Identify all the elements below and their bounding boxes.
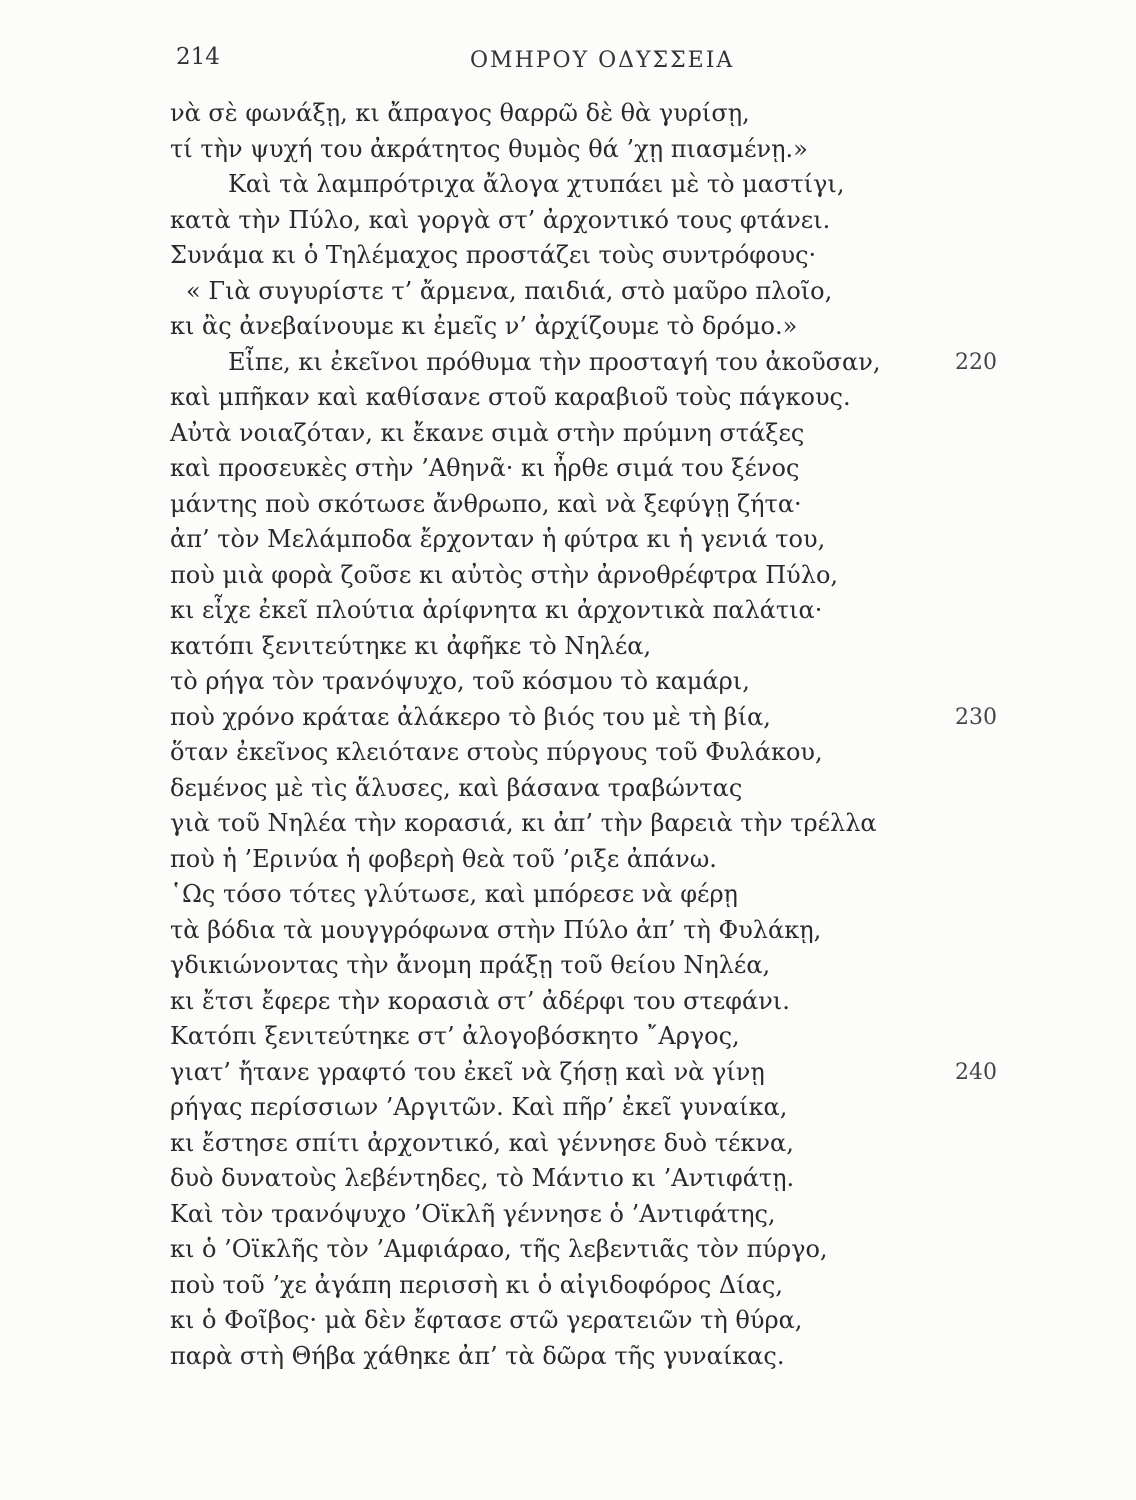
verse-line-text: μάντης ποὺ σκότωσε ἄνθρωπο, καὶ νὰ ξεφύγῃ ζήτα· <box>170 489 802 518</box>
verse-line-text: « Γιὰ συγυρίστε τ’ ἄρμενα, παιδιά, στὸ μαῦρο πλοῖο, <box>186 276 833 305</box>
verse-line <box>0 877 1136 913</box>
verse-line <box>0 1339 1136 1375</box>
verse-line <box>0 558 1136 594</box>
line-number: 240 <box>955 1059 997 1085</box>
verse-line <box>0 842 1136 878</box>
verse-line <box>0 984 1136 1020</box>
verse-line-text: Καὶ τὰ λαμπρότριχα ἄλογα χτυπάει μὲ τὸ μαστίγι, <box>228 170 845 198</box>
verse-line-text: δυὸ δυνατοὺς λεβέντηδες, τὸ Μάντιο κι ’Αντιφάτῃ. <box>170 1164 795 1192</box>
verse-line-text: Εἶπε, κι ἐκεῖνοι πρόθυμα τὴν προσταγή του ἀκοῦσαν, <box>228 347 881 376</box>
verse-line <box>0 1019 1136 1055</box>
verse-line-text: καὶ μπῆκαν καὶ καθίσανε στοῦ καραβιοῦ τοὺς πάγκους. <box>170 383 851 411</box>
verse-line <box>0 664 1136 700</box>
verse-line-text: γιατ’ ἤτανε γραφτό του ἐκεῖ νὰ ζήσῃ καὶ νὰ γίνῃ <box>170 1057 765 1086</box>
verse-line <box>0 1055 1136 1091</box>
verse-line-text: κι ἔστησε σπίτι ἀρχοντικό, καὶ γέννησε δυὸ τέκνα, <box>170 1128 794 1157</box>
verse-line-text: Κατόπι ξενιτεύτηκε στ’ ἀλογοβόσκητο ῎Αργος, <box>170 1022 740 1050</box>
verse-line <box>0 1197 1136 1233</box>
verse-line <box>0 451 1136 487</box>
verse-line <box>0 771 1136 807</box>
verse-line <box>0 1161 1136 1197</box>
verse-line-text: τὸ ρήγα τὸν τρανόψυχο, τοῦ κόσμου τὸ καμάρι, <box>170 667 750 695</box>
verse-line <box>0 416 1136 452</box>
verse-line-text: ρήγας περίσσιων ’Αργιτῶν. Καὶ πῆρ’ ἐκεῖ γυναίκα, <box>170 1093 788 1121</box>
verse-line-text: δεμένος μὲ τὶς ἅλυσες, καὶ βάσανα τραβώντας <box>170 773 743 802</box>
verse-line-text: κατὰ τὴν Πύλο, καὶ γοργὰ στ’ ἀρχοντικό τους φτάνει. <box>170 205 831 234</box>
verse-line-text: Αὐτὰ νοιαζόταν, κι ἔκανε σιμὰ στὴν πρύμνη στάξες <box>170 418 805 447</box>
verse-line <box>0 806 1136 842</box>
verse-line-text: νὰ σὲ φωνάξῃ, κι ἄπραγος θαρρῶ δὲ θὰ γυρίσῃ, <box>170 99 750 127</box>
verse-line <box>0 309 1136 345</box>
verse-line-text: ποὺ χρόνο κράταε ἀλάκερο τὸ βιός του μὲ τὴ βία, <box>170 702 771 731</box>
verse-line <box>0 1232 1136 1268</box>
verse-line-text: κι ἂς ἀνεβαίνουμε κι ἐμεῖς ν’ ἀρχίζουμε τὸ δρόμο.» <box>170 312 798 340</box>
verse-line-text: κι ὁ ’Οϊκλῆς τὸν ’Αμφιάραο, τῆς λεβεντιᾶς τὸν πύργο, <box>170 1235 828 1263</box>
verse-line-text: ῾Ως τόσο τότες γλύτωσε, καὶ μπόρεσε νὰ φέρῃ <box>170 880 738 908</box>
verse-line-text: γιὰ τοῦ Νηλέα τὴν κορασιά, κι ἀπ’ τὴν βαρειὰ τὴν τρέλλα <box>170 809 877 837</box>
verse-line-text: κι ὁ Φοῖβος· μὰ δὲν ἔφτασε στῶ γερατειῶν τὴ θύρα, <box>170 1306 803 1334</box>
verse-line <box>0 913 1136 949</box>
page-header <box>0 44 1136 84</box>
verse-line-text: κατόπι ξενιτεύτηκε κι ἀφῆκε τὸ Νηλέα, <box>170 631 652 660</box>
verse-line-text: ποὺ ἡ ’Ερινύα ἡ φοβερὴ θεὰ τοῦ ’ριξε ἀπάνω. <box>170 844 717 873</box>
verse-line-text: καὶ προσευκὲς στὴν ’Αθηνᾶ· κι ἦρθε σιμά του ξένος <box>170 454 800 482</box>
verse-line <box>0 1090 1136 1126</box>
verse-line <box>0 735 1136 771</box>
page-number: 214 <box>176 44 220 70</box>
verse-line <box>0 96 1136 132</box>
verse-line <box>0 380 1136 416</box>
verse-body <box>0 96 1136 1374</box>
verse-line <box>0 345 1136 381</box>
verse-line-text: ἀπ’ τὸν Μελάμποδα ἔρχονταν ἡ φύτρα κι ἡ γενιά του, <box>170 525 826 553</box>
verse-line <box>0 629 1136 665</box>
verse-line-text: ὅταν ἐκεῖνος κλειότανε στοὺς πύργους τοῦ Φυλάκου, <box>170 738 823 766</box>
verse-line <box>0 700 1136 736</box>
verse-line-text: κι ἔτσι ἔφερε τὴν κορασιὰ στ’ ἀδέρφι του στεφάνι. <box>170 986 790 1015</box>
verse-line <box>0 593 1136 629</box>
verse-line-text: γδικιώνοντας τὴν ἄνομη πράξῃ τοῦ θείου Νηλέα, <box>170 951 771 979</box>
verse-line <box>0 274 1136 310</box>
verse-line-text: Συνάμα κι ὁ Τηλέμαχος προστάζει τοὺς συντρόφους· <box>170 241 817 269</box>
verse-line <box>0 238 1136 274</box>
verse-line-text: παρὰ στὴ Θήβα χάθηκε ἀπ’ τὰ δῶρα τῆς γυναίκας. <box>170 1341 785 1370</box>
verse-line <box>0 1268 1136 1304</box>
verse-line-text: τί τὴν ψυχή του ἀκράτητος θυμὸς θά ’χῃ πιασμένῃ.» <box>170 134 808 163</box>
verse-line <box>0 167 1136 203</box>
verse-line-text: Καὶ τὸν τρανόψυχο ’Οϊκλῆ γέννησε ὁ ’Αντιφάτης, <box>170 1199 776 1228</box>
verse-line-text: κι εἶχε ἐκεῖ πλούτια ἀρίφνητα κι ἀρχοντικὰ παλάτια· <box>170 596 823 624</box>
verse-line <box>0 487 1136 523</box>
verse-line <box>0 522 1136 558</box>
verse-line-text: ποὺ μιὰ φορὰ ζοῦσε κι αὐτὸς στὴν ἀρνοθρέφτρα Πύλο, <box>170 560 839 589</box>
verse-line <box>0 948 1136 984</box>
verse-line <box>0 1303 1136 1339</box>
line-number: 230 <box>955 704 997 730</box>
verse-line-text: ποὺ τοῦ ’χε ἀγάπη περισσὴ κι ὁ αἰγιδοφόρος Δίας, <box>170 1270 783 1299</box>
verse-line <box>0 1126 1136 1162</box>
verse-line <box>0 203 1136 239</box>
verse-line-text: τὰ βόδια τὰ μουγγρόφωνα στὴν Πύλο ἀπ’ τὴ Φυλάκῃ, <box>170 915 822 944</box>
line-number: 220 <box>955 349 997 375</box>
verse-line <box>0 132 1136 168</box>
running-title: ΟΜΗΡΟΥ ΟΔΥΣΣΕΙΑ <box>470 48 735 73</box>
